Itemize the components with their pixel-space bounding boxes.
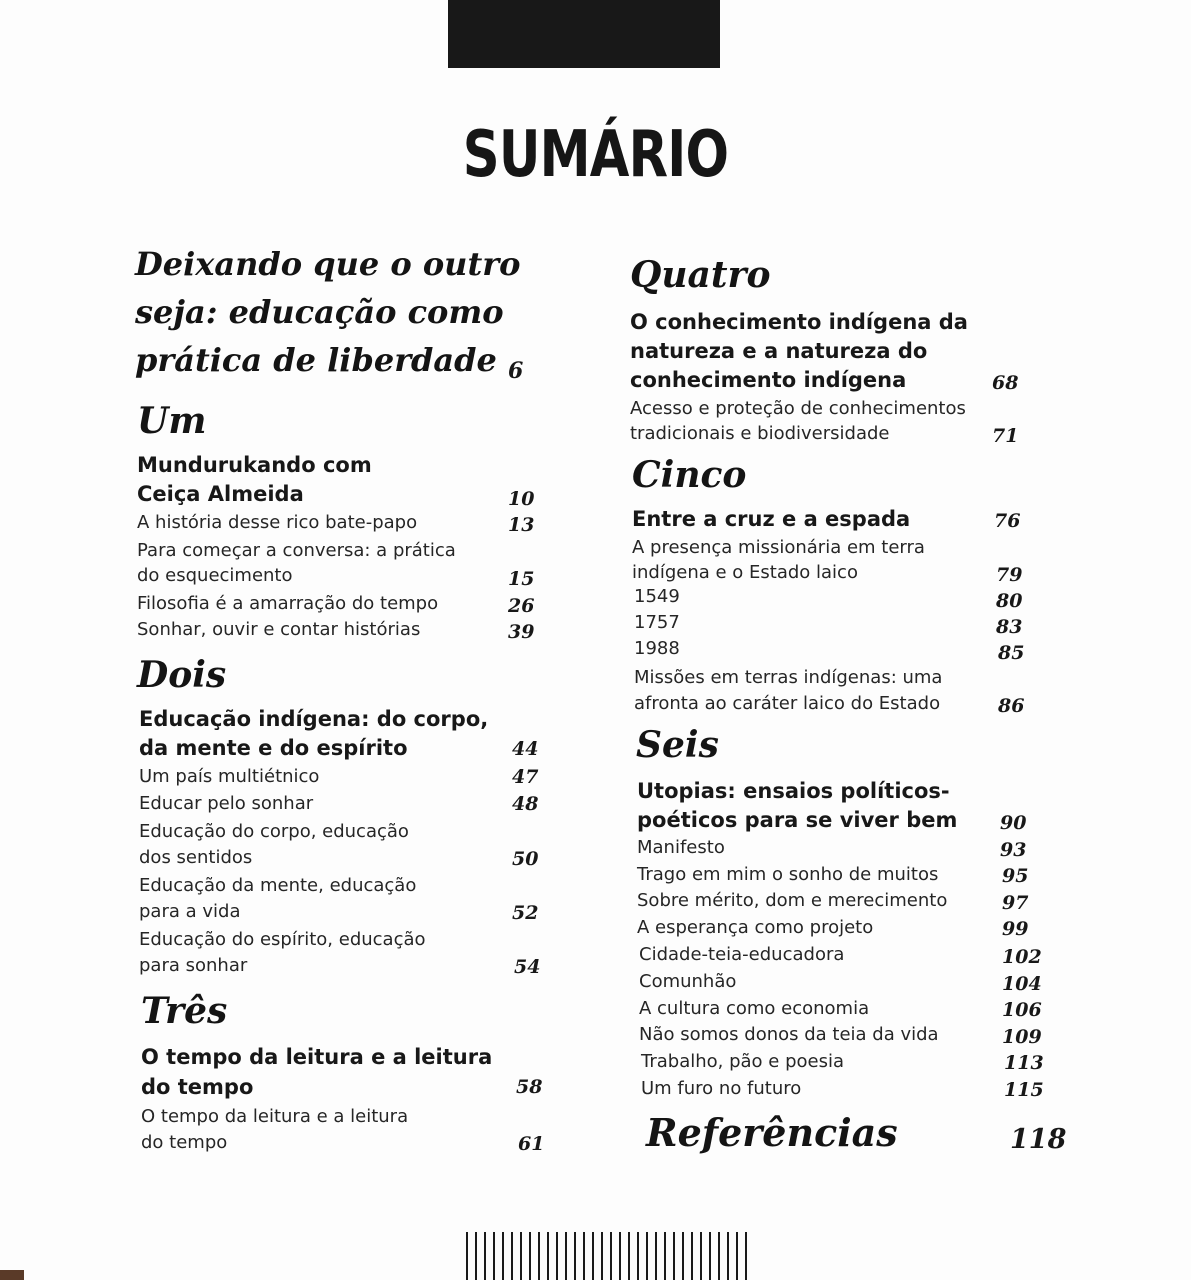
toc-entry: Cidade-teia-educadora — [639, 944, 845, 965]
chapter-title-seis-line-1: Utopias: ensaios políticos- — [637, 779, 950, 803]
toc-entry: dos sentidos — [139, 847, 253, 868]
toc-entry: do tempo — [141, 1132, 228, 1153]
intro-page-number: 6 — [508, 358, 524, 384]
toc-entry: Educação do corpo, educação — [139, 821, 409, 842]
chapter-page-quatro: 68 — [992, 372, 1019, 394]
toc-entry-page: 97 — [1002, 892, 1029, 914]
chapter-title-tres-line-1: O tempo da leitura e a leitura — [141, 1045, 493, 1069]
chapter-title-cinco: Entre a cruz e a espada — [632, 507, 911, 531]
toc-entry: A esperança como projeto — [637, 917, 874, 938]
toc-entry-page: 102 — [1002, 946, 1042, 968]
chapter-title-quatro-line-1: O conhecimento indígena da — [630, 310, 968, 334]
chapter-page-cinco: 76 — [994, 510, 1021, 532]
toc-entry: para a vida — [139, 901, 241, 922]
toc-entry-page: 115 — [1004, 1079, 1044, 1101]
chapter-title-um-line-1: Mundurukando com — [137, 453, 372, 477]
section-label-dois: Dois — [137, 654, 227, 696]
intro-title-line-2: seja: educação como — [135, 293, 504, 331]
toc-entry: A história desse rico bate-papo — [137, 512, 418, 533]
toc-entry-page: 13 — [508, 514, 535, 536]
toc-entry-page: 99 — [1002, 918, 1029, 940]
section-label-referencias: Referências — [646, 1110, 898, 1155]
toc-entry: afronta ao caráter laico do Estado — [634, 693, 941, 714]
toc-entry: Sobre mérito, dom e merecimento — [637, 890, 948, 911]
toc-entry-page: 39 — [508, 621, 535, 643]
intro-title-line-3: prática de liberdade — [135, 341, 497, 379]
toc-entry-page: 48 — [512, 793, 539, 815]
toc-entry: Educar pelo sonhar — [139, 793, 314, 814]
toc-entry-page: 104 — [1002, 973, 1042, 995]
toc-entry-page: 54 — [514, 956, 541, 978]
chapter-page-tres: 58 — [516, 1076, 543, 1098]
toc-entry-page: 61 — [518, 1133, 545, 1155]
toc-entry: 1757 — [634, 612, 680, 633]
toc-entry: Sonhar, ouvir e contar histórias — [137, 619, 421, 640]
intro-title-line-1: Deixando que o outro — [135, 245, 521, 283]
chapter-title-quatro-line-2: natureza e a natureza do — [630, 339, 928, 363]
chapter-page-seis: 90 — [1000, 812, 1027, 834]
toc-entry-page: 106 — [1002, 999, 1042, 1021]
toc-entry-page: 15 — [508, 568, 535, 590]
chapter-title-quatro-line-3: conhecimento indígena — [630, 368, 907, 392]
toc-entry-page: 26 — [508, 595, 535, 617]
toc-entry-page: 85 — [998, 642, 1025, 664]
toc-entry: para sonhar — [139, 955, 248, 976]
toc-entry-page: 113 — [1004, 1052, 1044, 1074]
toc-entry: A presença missionária em terra — [632, 537, 925, 558]
section-label-quatro: Quatro — [630, 254, 771, 296]
toc-entry-page: 80 — [996, 590, 1023, 612]
section-label-cinco: Cinco — [632, 454, 747, 496]
toc-entry: tradicionais e biodiversidade — [630, 423, 890, 444]
chapter-title-um-line-2: Ceiça Almeida — [137, 482, 304, 506]
barcode — [466, 1232, 748, 1280]
toc-entry-page: 47 — [512, 766, 539, 788]
toc-entry: Acesso e proteção de conhecimentos — [630, 398, 966, 419]
toc-entry-page: 86 — [998, 695, 1025, 717]
chapter-title-seis-line-2: poéticos para se viver bem — [637, 808, 958, 832]
toc-entry-page: 109 — [1002, 1026, 1042, 1048]
toc-entry: Educação do espírito, educação — [139, 929, 426, 950]
toc-entry: do esquecimento — [137, 565, 293, 586]
toc-entry-page: 93 — [1000, 839, 1027, 861]
page-title: SUMÁRIO — [462, 118, 729, 192]
toc-entry: Missões em terras indígenas: uma — [634, 667, 943, 688]
toc-entry: indígena e o Estado laico — [632, 562, 858, 583]
chapter-title-tres-line-2: do tempo — [141, 1075, 254, 1099]
chapter-title-dois-line-1: Educação indígena: do corpo, — [139, 707, 489, 731]
toc-entry: Para começar a conversa: a prática — [137, 540, 456, 561]
toc-entry: Filosofia é a amarração do tempo — [137, 593, 439, 614]
toc-entry-page: 50 — [512, 848, 539, 870]
toc-entry: Educação da mente, educação — [139, 875, 417, 896]
toc-entry: Manifesto — [637, 837, 725, 858]
toc-entry: 1988 — [634, 638, 680, 659]
toc-entry-page: 83 — [996, 616, 1023, 638]
chapter-page-dois: 44 — [512, 738, 539, 760]
section-label-seis: Seis — [636, 724, 719, 766]
toc-entry-page: 79 — [996, 564, 1023, 586]
toc-entry-page: 52 — [512, 902, 539, 924]
toc-entry-page: 95 — [1002, 865, 1029, 887]
referencias-page-number: 118 — [1010, 1124, 1067, 1155]
section-label-um: Um — [137, 400, 207, 442]
chapter-title-dois-line-2: da mente e do espírito — [139, 736, 408, 760]
toc-entry: 1549 — [634, 586, 680, 607]
toc-entry: O tempo da leitura e a leitura — [141, 1106, 409, 1127]
toc-entry: Um furo no futuro — [641, 1078, 802, 1099]
toc-entry: Trabalho, pão e poesia — [641, 1051, 845, 1072]
toc-entry: Trago em mim o sonho de muitos — [637, 864, 939, 885]
toc-entry: Comunhão — [639, 971, 737, 992]
toc-entry-page: 71 — [992, 425, 1019, 447]
chapter-page-um: 10 — [508, 488, 535, 510]
toc-entry: Não somos donos da teia da vida — [639, 1024, 939, 1045]
toc-entry: Um país multiétnico — [139, 766, 320, 787]
header-black-block — [448, 0, 720, 68]
toc-entry: A cultura como economia — [639, 998, 870, 1019]
section-label-tres: Três — [141, 990, 228, 1032]
page-edge — [0, 1270, 24, 1280]
